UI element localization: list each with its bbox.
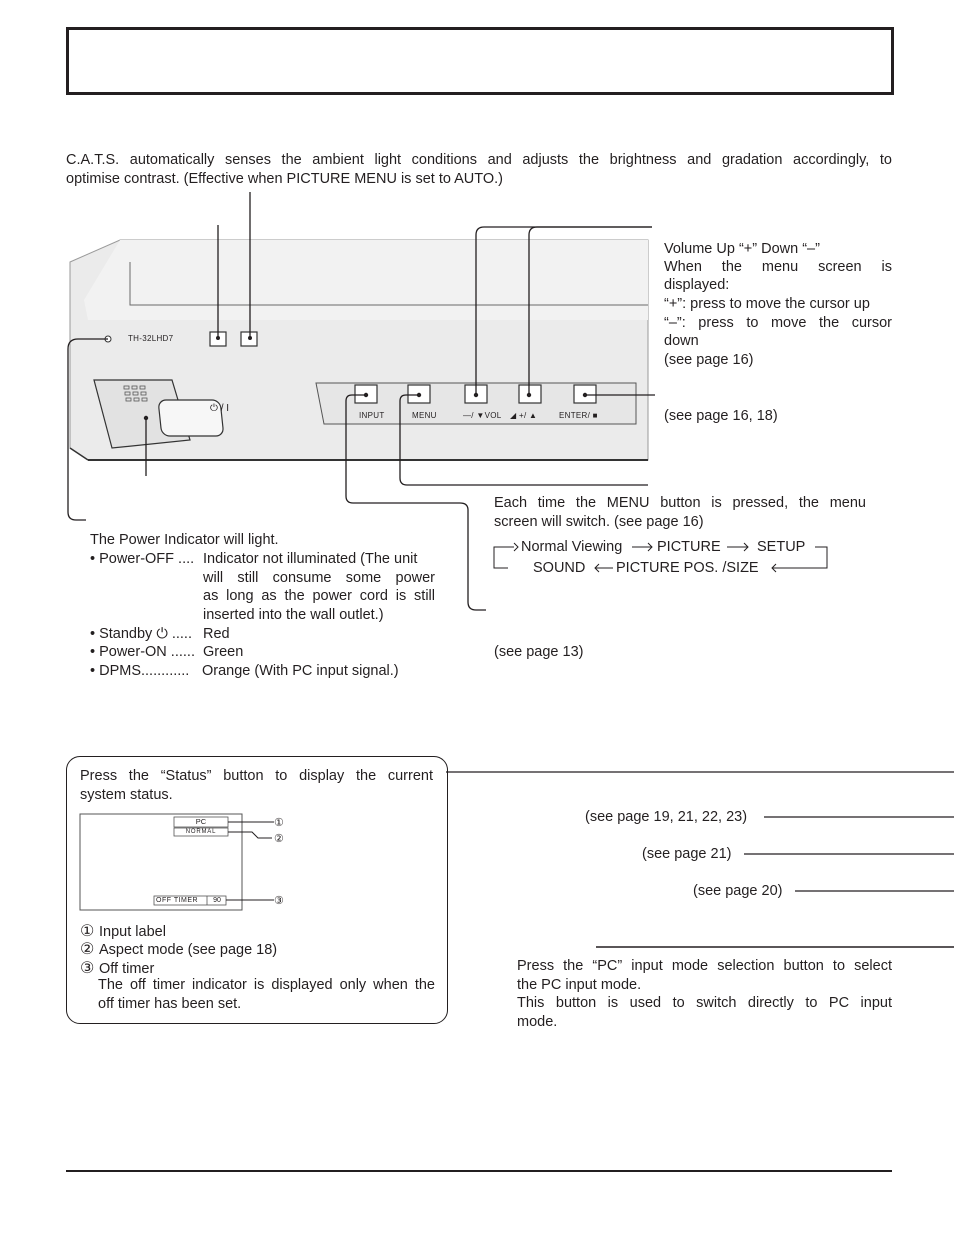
dpms-desc: Orange (With PC input signal.): [202, 663, 399, 679]
pc-line-2: the PC input mode.: [517, 977, 642, 993]
volume-line-7: (see page 16): [664, 352, 754, 368]
volume-line-6: down: [664, 333, 699, 349]
standby-desc: Red: [203, 626, 230, 642]
power-intro: The Power Indicator will light.: [90, 532, 279, 548]
pc-line-4: mode.: [517, 1014, 558, 1030]
power-off-desc-1: Indicator not illuminated (The unit: [203, 551, 418, 567]
remote-ref-1: (see page 19, 21, 22, 23): [585, 809, 748, 825]
pc-line-3: This button is used to switch directly to PC input: [517, 995, 892, 1011]
remote-ref-3: (see page 20): [693, 883, 783, 899]
model-label: TH-32LHD7: [128, 334, 174, 343]
intro-line-1: C.A.T.S. automatically senses the ambient light conditions and adjusts the brightness and gradation accordingly, to: [66, 152, 892, 168]
status-note-1: The off timer indicator is displayed only when the: [98, 977, 435, 993]
callout-num-2: ②: [274, 833, 284, 845]
status-line-1: Press the “Status” button to display the current: [80, 768, 433, 784]
menu-cycle-picture: PICTURE: [657, 539, 721, 555]
status-item-2-num: ②: [80, 941, 95, 958]
power-off-label: • Power-OFF ....: [90, 551, 195, 567]
vol-down-button-label[interactable]: —/ ▼VOL: [463, 411, 502, 420]
input-button-label[interactable]: INPUT: [359, 411, 385, 420]
standby-label: • Standby ⏻ .....: [90, 626, 192, 642]
vol-up-button-label[interactable]: ◢ +/ ▲: [510, 411, 538, 420]
volume-line-4: “+”: press to move the cursor up: [664, 296, 870, 312]
callout-num-1: ①: [274, 817, 284, 829]
status-item-3-num: ③: [80, 960, 95, 977]
input-reference: (see page 13): [494, 644, 584, 660]
menu-cycle-normal: Normal Viewing: [521, 539, 623, 555]
menu-line-2: screen will switch. (see page 16): [494, 514, 704, 530]
intro-line-2: optimise contrast. (Effective when PICTURE MENU is set to AUTO.): [66, 171, 504, 187]
menu-cycle-picture-pos: PICTURE POS. /SIZE: [616, 560, 759, 576]
volume-line-5: “–”: press to move the cursor: [664, 315, 892, 331]
pc-line-1: Press the “PC” input mode selection button to select: [517, 958, 892, 974]
screen-timer-label: OFF TIMER: [156, 897, 199, 904]
menu-line-1: Each time the MENU button is pressed, the menu: [494, 495, 866, 511]
dpms-label: • DPMS............: [90, 663, 190, 679]
screen-timer-value: 90: [213, 897, 221, 904]
status-item-2-text: Aspect mode (see page 18): [99, 942, 278, 958]
status-item-3-text: Off timer: [99, 961, 155, 977]
status-note-2: off timer has been set.: [98, 996, 242, 1012]
menu-button-label[interactable]: MENU: [412, 411, 437, 420]
remote-ref-2: (see page 21): [642, 846, 732, 862]
volume-line-1: Volume Up “+” Down “–”: [664, 241, 820, 257]
volume-line-3: displayed:: [664, 277, 730, 293]
menu-cycle-sound: SOUND: [533, 560, 586, 576]
power-on-label: • Power-ON ......: [90, 644, 195, 660]
screen-aspect-label: NORMAL: [185, 829, 217, 835]
power-switch-symbol: ⏻ / I: [210, 403, 230, 414]
power-off-desc-2: will still consume some power: [203, 570, 435, 586]
enter-reference: (see page 16, 18): [664, 408, 778, 424]
callout-num-3: ③: [274, 895, 284, 907]
volume-line-2: When the menu screen is: [664, 259, 892, 275]
menu-cycle-setup: SETUP: [757, 539, 806, 555]
enter-button-label[interactable]: ENTER/ ■: [559, 411, 598, 420]
power-off-desc-3: as long as the power cord is still: [203, 588, 435, 604]
status-item-1-num: ①: [80, 923, 95, 940]
status-line-2: system status.: [80, 787, 173, 803]
status-item-1-text: Input label: [99, 924, 166, 940]
power-off-desc-4: inserted into the wall outlet.): [203, 607, 384, 623]
screen-input-label: PC: [195, 817, 207, 826]
power-on-desc: Green: [203, 644, 244, 660]
